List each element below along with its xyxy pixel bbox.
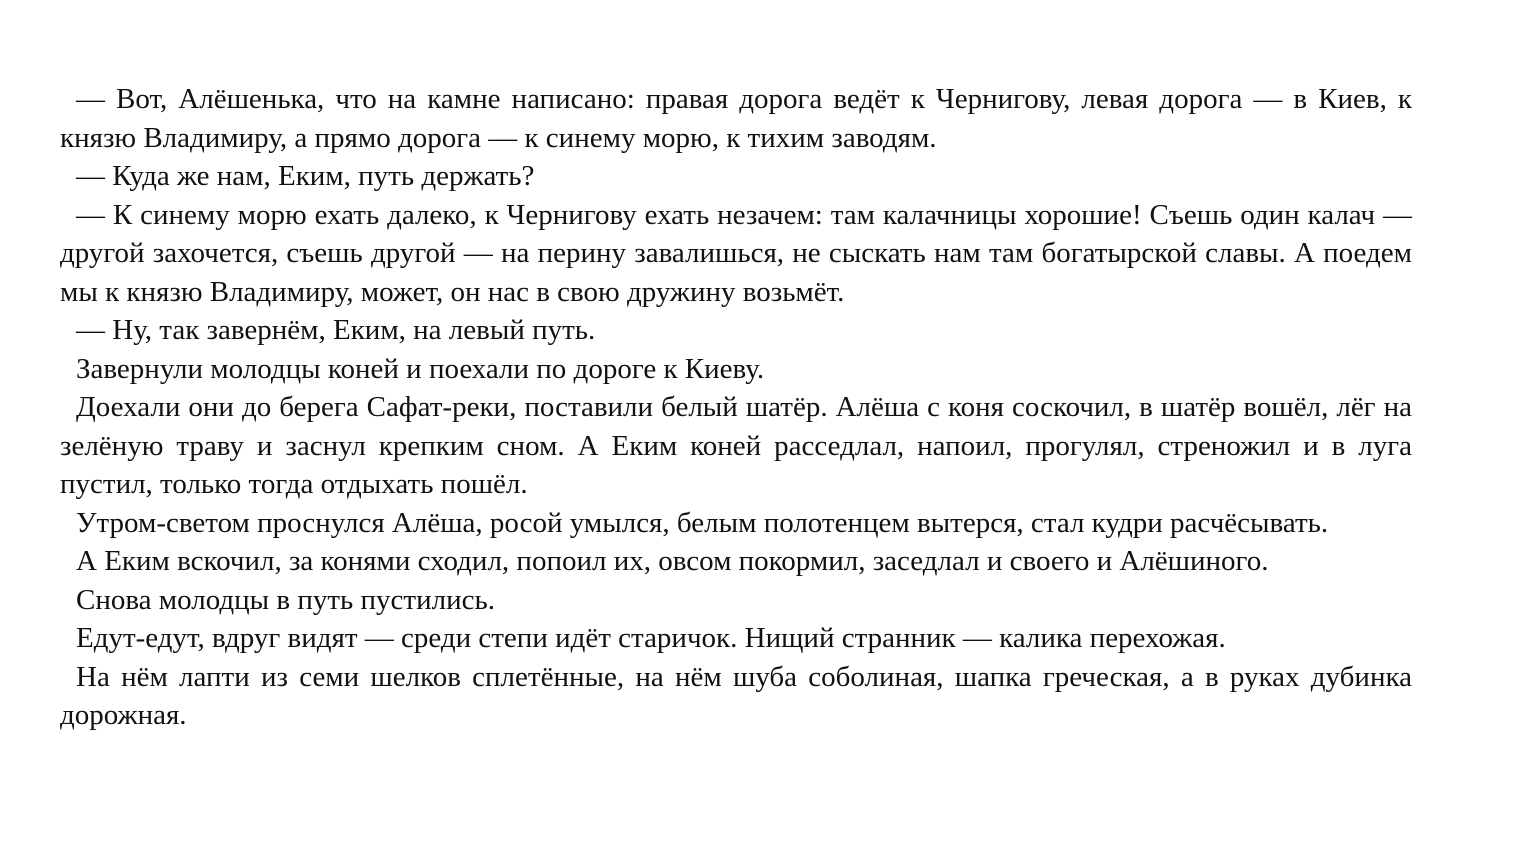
paragraph: Завернули молодцы коней и поехали по дороге к Киеву.: [76, 352, 765, 385]
paragraph: — Куда же нам, Еким, путь держать?: [76, 160, 535, 192]
paragraph: На нём лапти из семи шелков сплетённые, на нём шуба соболиная, шапка греческая, а в руках дубинка дорожная.: [60, 660, 1412, 731]
paragraph: — Ну, так завернём, Еким, на левый путь.: [76, 314, 596, 346]
paragraph: — Вот, Алёшенька, что на камне написано: правая дорога ведёт к Чернигову, левая дорога — в Киев, к князю Владимиру, а прямо дорога — к синему морю, к тихим заводям.: [60, 83, 1412, 154]
paragraph: А Еким вскочил, за конями сходил, попоил их, овсом покормил, заседлал и своего и Алёшиного.: [76, 545, 1269, 577]
document-body: [60, 80, 1412, 735]
paragraph: Утром-светом проснулся Алёша, росой умылся, белым полотенцем вытерся, стал кудри расчёсывать.: [76, 506, 1329, 539]
paragraph: Едут-едут, вдруг видят — среди степи идёт старичок. Нищий странник — калика перехожая.: [76, 622, 1226, 654]
paragraph: — К синему морю ехать далеко, к Чернигову ехать незачем: там калачницы хорошие! Съешь один калач — другой захочется, съешь другой — на перину завалишься, не сыскать нам там богатырской славы. А поедем мы к князю Владимиру, может, он нас в свою дружину возьмёт.: [60, 198, 1412, 308]
paragraph: Доехали они до берега Сафат-реки, поставили белый шатёр. Алёша с коня соскочил, в шатёр вошёл, лёг на зелёную траву и заснул крепким сном. А Еким коней расседлал, напоил, прогулял, стреножил и в луга пустил, только тогда отдыхать пошёл.: [60, 391, 1412, 500]
paragraph: Снова молодцы в путь пустились.: [76, 583, 495, 616]
